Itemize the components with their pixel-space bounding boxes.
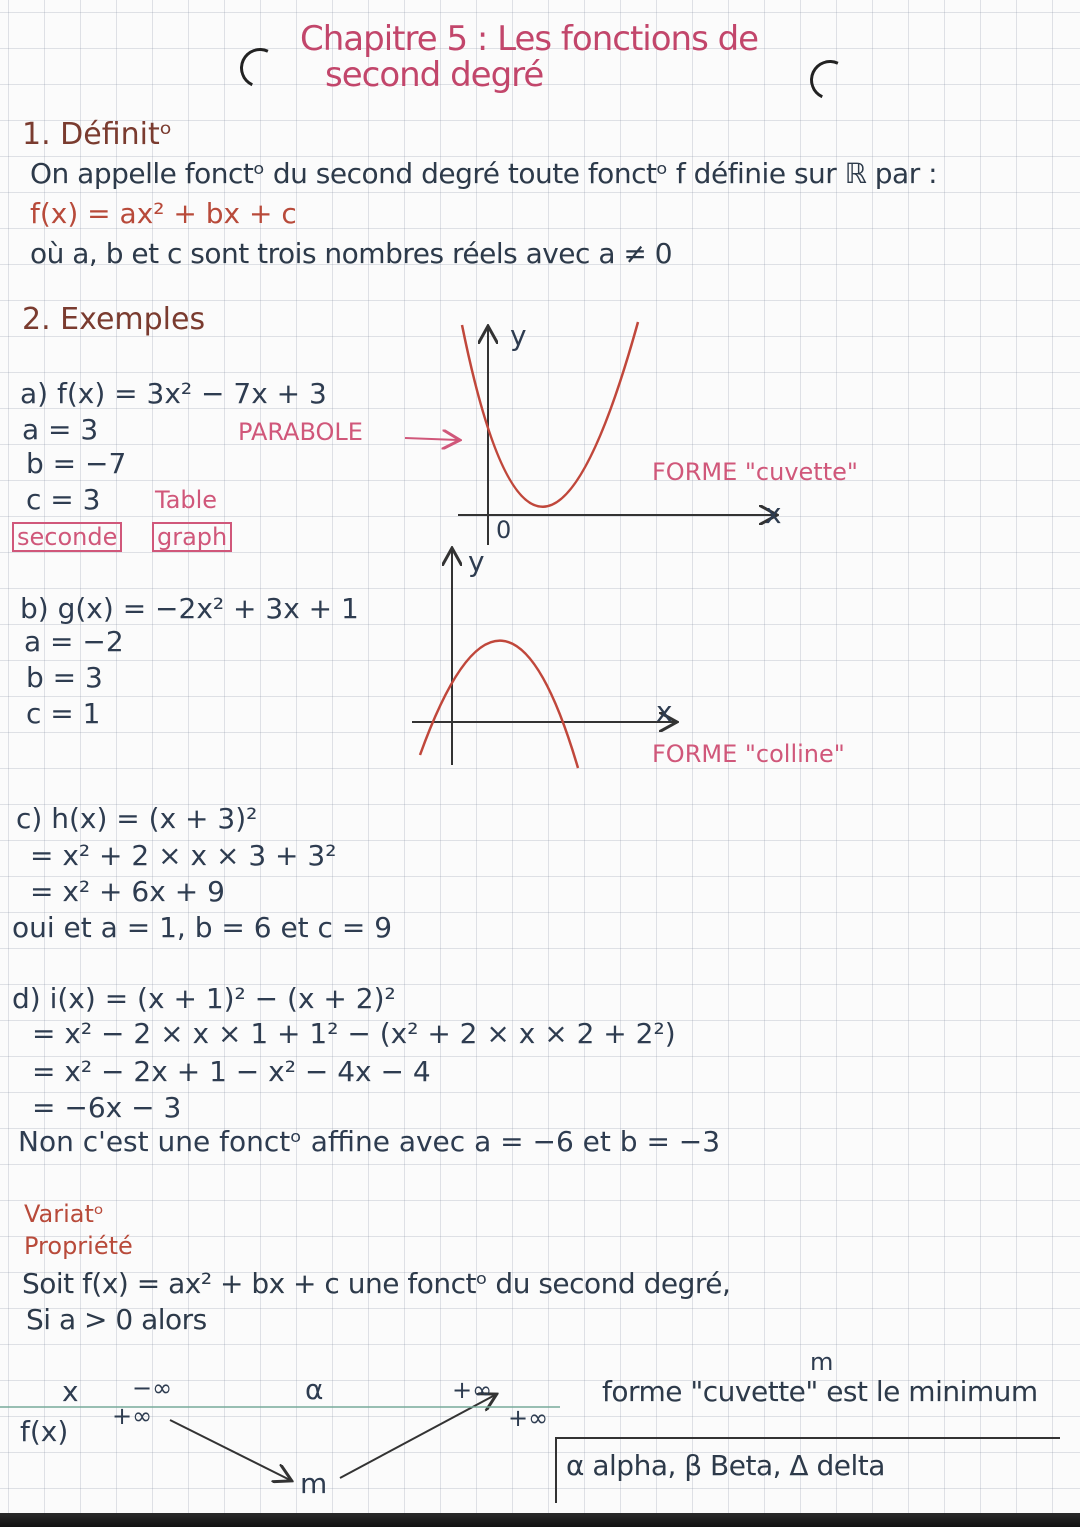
example-a-coef-c: c = 3 xyxy=(26,483,101,516)
example-d-line3: = x² − 2x + 1 − x² − 4x − 4 xyxy=(32,1055,431,1088)
table-fx-label: f(x) xyxy=(20,1415,69,1448)
definition-formula: f(x) = ax² + bx + c xyxy=(30,197,297,230)
table-right-plus-inf: +∞ xyxy=(508,1404,549,1432)
example-c-line3: = x² + 6x + 9 xyxy=(30,875,225,908)
table-label: Table xyxy=(155,486,218,514)
example-d-line2: = x² − 2 × x × 1 + 1² − (x² + 2 × x × 2 + 2²) xyxy=(32,1017,676,1050)
table-plus-inf: +∞ xyxy=(452,1376,493,1404)
forme-colline-label: FORME "colline" xyxy=(652,740,845,768)
example-d-line1: d) i(x) = (x + 1)² − (x + 2)² xyxy=(12,982,396,1015)
table-x-label: x xyxy=(62,1375,79,1408)
example-b-coef-a: a = −2 xyxy=(24,625,124,658)
example-b-coef-c: c = 1 xyxy=(26,697,101,730)
greek-legend: α alpha, β Beta, Δ delta xyxy=(566,1449,885,1482)
graph-key: graph xyxy=(152,522,232,552)
table-left-plus-inf: +∞ xyxy=(112,1402,153,1430)
table-min-value: m xyxy=(300,1467,328,1500)
definition-condition: où a, b et c sont trois nombres réels avec a ≠ 0 xyxy=(30,237,673,270)
property-heading: Propriété xyxy=(24,1232,133,1260)
minimum-m-label: m xyxy=(810,1348,834,1376)
example-d-line5: Non c'est une fonctᵒ affine avec a = −6 et b = −3 xyxy=(18,1125,721,1158)
variation-arrow-down xyxy=(170,1420,290,1480)
example-d-line4: = −6x − 3 xyxy=(32,1091,182,1124)
graph2-parabola xyxy=(420,641,578,768)
graph2-x-label: x xyxy=(656,695,673,728)
page-title: Chapitre 5 : Les fonctions de xyxy=(300,19,759,59)
forme-cuvette-label: FORME "cuvette" xyxy=(652,458,858,486)
page-subtitle: second degré xyxy=(325,55,544,95)
example-b-function: b) g(x) = −2x² + 3x + 1 xyxy=(20,592,359,625)
page-bottom-edge xyxy=(0,1513,1080,1527)
example-a-function: a) f(x) = 3x² − 7x + 3 xyxy=(20,377,327,410)
variation-line2: Si a > 0 alors xyxy=(26,1303,207,1336)
example-c-line4: oui et a = 1, b = 6 et c = 9 xyxy=(12,911,393,944)
table-minus-inf: −∞ xyxy=(132,1374,173,1402)
variation-line1: Soit f(x) = ax² + bx + c une fonctᵒ du second degré, xyxy=(22,1267,731,1300)
minimum-note: forme "cuvette" est le minimum xyxy=(602,1375,1038,1408)
parabole-label: PARABOLE xyxy=(238,418,363,446)
example-a-coef-a: a = 3 xyxy=(22,413,99,446)
graph1-origin-label: 0 xyxy=(496,516,512,544)
example-a-coef-b: b = −7 xyxy=(26,447,127,480)
graph2-y-label: y xyxy=(468,545,485,578)
parabole-arrow xyxy=(405,438,458,440)
graph1-y-label: y xyxy=(510,319,527,352)
definition-text: On appelle fonctᵒ du second degré toute fonctᵒ f définie sur ℝ par : xyxy=(30,157,938,190)
example-c-line2: = x² + 2 × x × 3 + 3² xyxy=(30,839,337,872)
table-alpha: α xyxy=(305,1373,324,1406)
variation-heading: Variatᵒ xyxy=(24,1200,104,1228)
example-b-coef-b: b = 3 xyxy=(26,661,103,694)
example-c-line1: c) h(x) = (x + 3)² xyxy=(16,802,258,835)
seconde-key: seconde xyxy=(12,522,122,552)
definition-heading: 1. Définitᵒ xyxy=(22,117,173,152)
examples-heading: 2. Exemples xyxy=(22,302,206,337)
graph1-x-label: x xyxy=(765,497,782,530)
